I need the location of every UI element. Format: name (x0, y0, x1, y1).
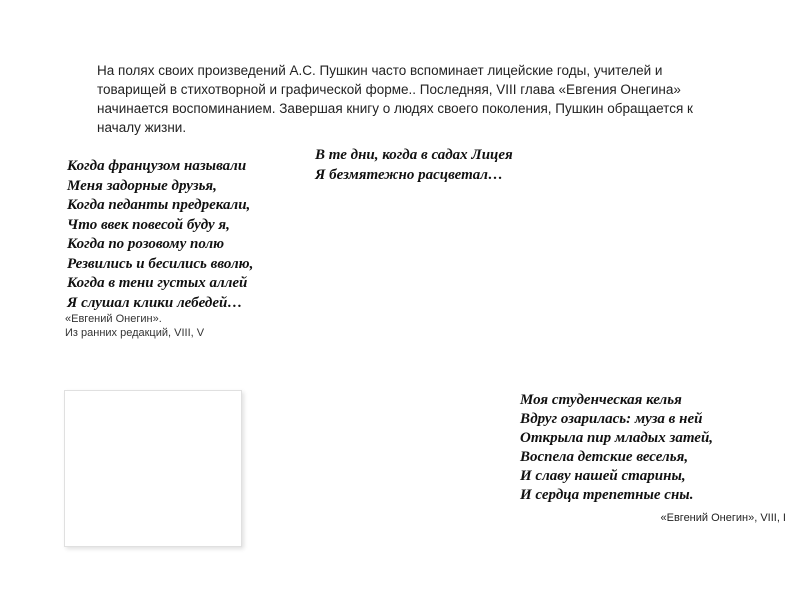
poem-bottom-right-caption: «Евгений Онегин», VIII, I (660, 512, 786, 524)
poem-top-right (315, 146, 513, 185)
poem-line: Воспела детские веселья, (520, 449, 689, 465)
poem-line: И славу нашей старины, (520, 468, 686, 484)
poem-line: Меня задорные друзья, (67, 177, 217, 194)
poem-line: Моя студенческая келья (520, 392, 682, 408)
caption-line: «Евгений Онегин». (65, 313, 162, 325)
poem-line: Когда в тени густых аллей (67, 275, 248, 291)
poem-line: Я слушал клики лебедей… (67, 294, 243, 311)
poem-line: Я безмятежно расцветал… (315, 166, 503, 183)
poem-line: Вдруг озарилась: муза в ней (520, 411, 703, 427)
poem-line: Когда педанты предрекали, (67, 197, 251, 213)
poem-left-caption (65, 312, 204, 340)
poem-left (67, 157, 253, 313)
poem-line: Резвились и бесились вволю, (67, 255, 254, 272)
poem-bottom-right (520, 391, 713, 505)
caption-line: Из ранних редакций, VIII, V (65, 327, 205, 339)
poem-line: Открыла пир младых затей, (520, 430, 714, 446)
image-placeholder (64, 390, 242, 547)
poem-line: И сердца трепетные сны. (520, 487, 694, 503)
poem-line: Что ввек повесой буду я, (67, 216, 230, 233)
poem-line: Когда по розовому полю (67, 236, 225, 252)
intro-paragraph: На полях своих произведений А.С. Пушкин часто вспоминает лицейские годы, учителей и товарищей в стихотворной и графической форме.. Последняя, VIII глава «Евгения Онегина» начинается воспоминанием. Завершая книгу о людях своего поколения, Пушкин обращается к началу жизни. (97, 63, 693, 135)
poem-line: В те дни, когда в садах Лицея (315, 147, 513, 163)
poem-line: Когда французом называли (67, 158, 247, 174)
